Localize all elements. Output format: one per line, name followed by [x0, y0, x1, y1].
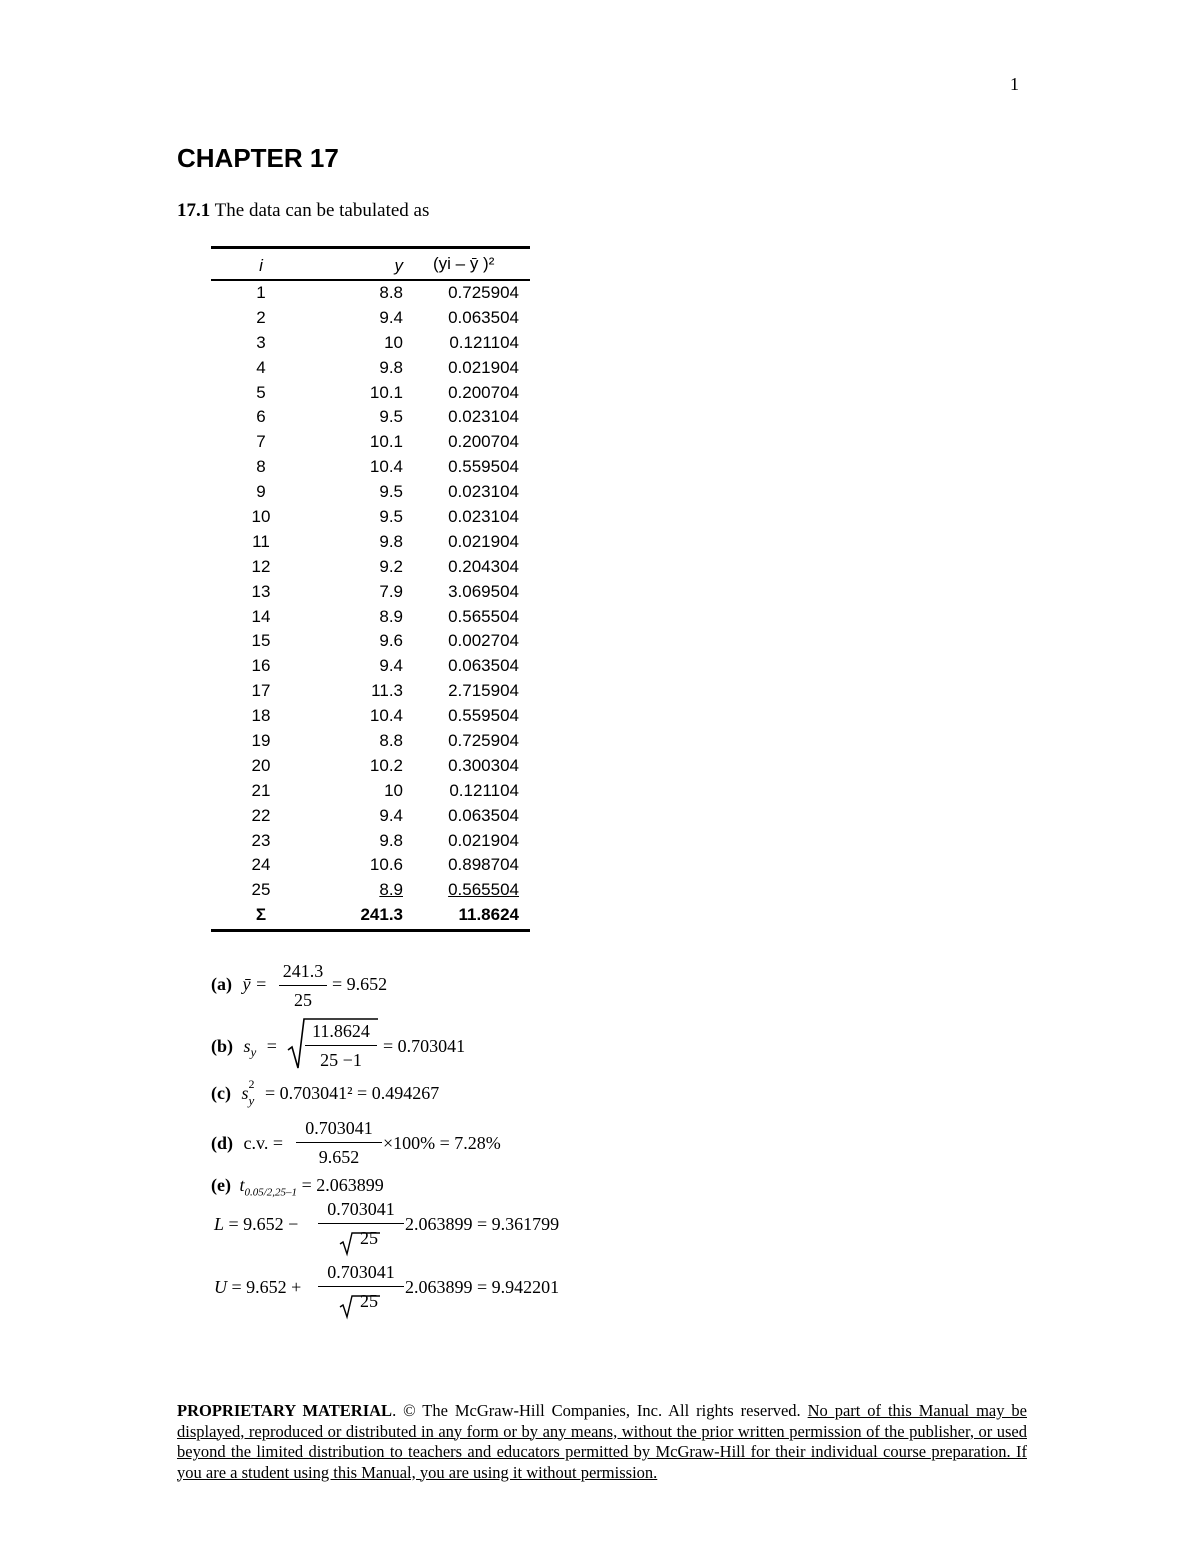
- equation-a: (a) ȳ =: [211, 974, 268, 994]
- cell-y: 7.9: [379, 581, 403, 601]
- equation-c: (c) s 2 y = 0.703041² = 0.494267: [211, 1077, 440, 1108]
- cell-y: 9.2: [379, 556, 403, 576]
- cell-deviation: 0.300304: [448, 755, 519, 775]
- cell-deviation: 2.715904: [448, 681, 519, 701]
- cell-i: 18: [251, 706, 271, 726]
- cell-i: 10: [251, 507, 271, 527]
- cell-i: 20: [251, 755, 271, 775]
- table-row: [211, 381, 530, 406]
- table-row: [211, 530, 530, 555]
- data-table: [211, 246, 530, 932]
- cell-deviation: 0.559504: [448, 706, 519, 726]
- cell-deviation: 0.565504: [448, 880, 519, 900]
- cell-y: 11.3: [371, 681, 403, 701]
- table-row: [211, 306, 530, 331]
- table-row: [211, 878, 530, 903]
- cell-i: 8: [256, 457, 266, 477]
- cell-y: 8.9: [379, 606, 403, 626]
- cell-deviation: 0.565504: [448, 606, 519, 626]
- table-row: [211, 505, 530, 530]
- cell-deviation: 0.725904: [448, 731, 519, 751]
- equation-lower-bound: L = 9.652 −: [214, 1214, 299, 1234]
- equation-upper-bound: U = 9.652 +: [214, 1277, 302, 1297]
- table-row: [211, 853, 530, 878]
- cell-y: 9.8: [379, 357, 403, 377]
- problem-number: 17.1: [177, 200, 211, 221]
- cell-y: 9.4: [379, 805, 403, 825]
- table-row: [211, 679, 530, 704]
- cell-y: 9.8: [379, 830, 403, 850]
- equation-d: (d) c.v. =: [211, 1133, 283, 1153]
- cell-i: 7: [256, 432, 266, 452]
- cell-i: 12: [251, 556, 271, 576]
- cell-i: 5: [256, 382, 266, 402]
- cell-i: 16: [251, 656, 271, 676]
- page-number: 1: [1010, 74, 1019, 94]
- equation-lower-result: 2.063899 = 9.361799: [405, 1214, 560, 1234]
- table-row: [211, 356, 530, 381]
- equation-d-fraction: 0.703041 9.652: [296, 1118, 382, 1168]
- table-row: [211, 804, 530, 829]
- square-root-icon: [338, 1293, 383, 1320]
- cell-y: 8.8: [379, 283, 403, 302]
- cell-deviation: 0.023104: [448, 507, 519, 527]
- cell-y: 9.8: [379, 531, 403, 551]
- equation-b: (b) $s_y$ =: [211, 1036, 277, 1060]
- cell-y: 10: [384, 780, 403, 800]
- table-row: [211, 829, 530, 854]
- cell-deviation: 0.725904: [448, 283, 519, 302]
- cell-y: 10.1: [369, 432, 403, 452]
- cell-i: 24: [251, 855, 271, 875]
- cell-deviation: 0.559504: [448, 457, 519, 477]
- table-row: [211, 555, 530, 580]
- cell-i: 14: [251, 606, 271, 626]
- cell-i: 22: [251, 805, 271, 825]
- cell-deviation: 0.063504: [448, 656, 519, 676]
- cell-i: 9: [256, 482, 266, 502]
- cell-y: 10: [384, 332, 403, 352]
- sum-label: Σ: [255, 905, 267, 925]
- cell-y: 8.9: [379, 880, 403, 900]
- table-row: [211, 754, 530, 779]
- cell-i: 13: [251, 581, 271, 601]
- table-row: [211, 281, 530, 306]
- equation-lower-fraction: 0.703041 25: [318, 1199, 404, 1249]
- cell-deviation: 0.063504: [448, 307, 519, 327]
- cell-deviation: 0.121104: [449, 780, 519, 800]
- equation-upper-fraction: 0.703041 25: [318, 1262, 404, 1312]
- cell-i: 25: [251, 880, 271, 900]
- header-i: i: [259, 256, 263, 275]
- cell-deviation: 0.021904: [448, 830, 519, 850]
- problem-text: The data can be tabulated as: [214, 200, 430, 221]
- table-row: [211, 629, 530, 654]
- cell-y: 9.4: [379, 656, 403, 676]
- table-header: [211, 249, 530, 281]
- chapter-title: CHAPTER 17: [177, 143, 339, 173]
- table-row: [211, 605, 530, 630]
- equation-upper-result: 2.063899 = 9.942201: [405, 1277, 560, 1297]
- equation-b-fraction: 11.8624 25 −1: [305, 1021, 377, 1071]
- equation-a-fraction: 241.3 25: [279, 961, 327, 1011]
- cell-i: 23: [251, 830, 271, 850]
- table-row: [211, 779, 530, 804]
- footer-notice: No part of this Manual may be displayed, reproduced or distributed in any form or by any means, without the prior written permission of the publisher, or used beyond the limited distribution to teachers and educators permitted by McGraw-Hill for their individual course preparation. If you are a student using this Manual, you are using it without permission.: [177, 1401, 1027, 1482]
- footer-bold: PROPRIETARY MATERIAL: [177, 1401, 393, 1420]
- cell-i: 19: [251, 731, 271, 751]
- equation-b-result: = 0.703041: [383, 1036, 466, 1056]
- cell-y: 8.8: [379, 731, 403, 751]
- table-row: [211, 405, 530, 430]
- cell-i: 3: [256, 332, 266, 352]
- problem-intro: [177, 200, 429, 222]
- cell-y: 10.4: [369, 457, 403, 477]
- cell-deviation: 3.069504: [448, 581, 519, 601]
- cell-deviation: 0.204304: [448, 556, 519, 576]
- cell-deviation: 0.200704: [448, 432, 519, 452]
- cell-deviation: 0.021904: [448, 531, 519, 551]
- cell-y: 9.6: [379, 631, 403, 651]
- cell-deviation: 0.898704: [448, 855, 519, 875]
- cell-i: 11: [252, 531, 270, 551]
- table-row: [211, 729, 530, 754]
- sum-row: [211, 903, 530, 932]
- cell-y: 9.5: [379, 407, 403, 427]
- table-row: [211, 654, 530, 679]
- cell-deviation: 0.002704: [448, 631, 519, 651]
- sum-deviation: 11.8624: [458, 905, 519, 925]
- cell-y: 10.1: [369, 382, 403, 402]
- cell-deviation: 0.023104: [448, 482, 519, 502]
- cell-i: 4: [256, 357, 266, 377]
- cell-y: 10.6: [369, 855, 403, 875]
- cell-i: 17: [251, 681, 271, 701]
- cell-i: 1: [256, 283, 266, 302]
- equation-d-result: ×100% = 7.28%: [383, 1133, 501, 1153]
- cell-deviation: 0.200704: [448, 382, 519, 402]
- equation-a-result: = 9.652: [332, 974, 388, 994]
- cell-deviation: 0.121104: [449, 332, 519, 352]
- cell-deviation: 0.063504: [448, 805, 519, 825]
- cell-i: 21: [251, 780, 271, 800]
- square-root-icon: [338, 1230, 383, 1257]
- cell-y: 9.5: [379, 482, 403, 502]
- cell-y: 9.4: [379, 307, 403, 327]
- header-y: y: [394, 256, 403, 275]
- cell-y: 10.4: [369, 706, 403, 726]
- cell-y: 9.5: [379, 507, 403, 527]
- cell-deviation: 0.021904: [448, 357, 519, 377]
- cell-deviation: 0.023104: [448, 407, 519, 427]
- header-deviation: (yi – ȳ )²: [433, 254, 495, 273]
- table-row: [211, 480, 530, 505]
- copyright-footer: [177, 1401, 1027, 1483]
- cell-i: 2: [256, 307, 266, 327]
- cell-i: 15: [251, 631, 271, 651]
- cell-y: 10.2: [369, 755, 403, 775]
- table-row: [211, 580, 530, 605]
- table-row: [211, 455, 530, 480]
- equation-e: (e) $t_{0.05/2,25-1} = 2.063899$: [211, 1175, 384, 1199]
- footer-plain: . © The McGraw-Hill Companies, Inc. All rights reserved.: [392, 1401, 801, 1420]
- table-row: [211, 704, 530, 729]
- table-row: [211, 430, 530, 455]
- cell-i: 6: [256, 407, 266, 427]
- sum-y: 241.3: [360, 905, 403, 925]
- table-row: [211, 331, 530, 356]
